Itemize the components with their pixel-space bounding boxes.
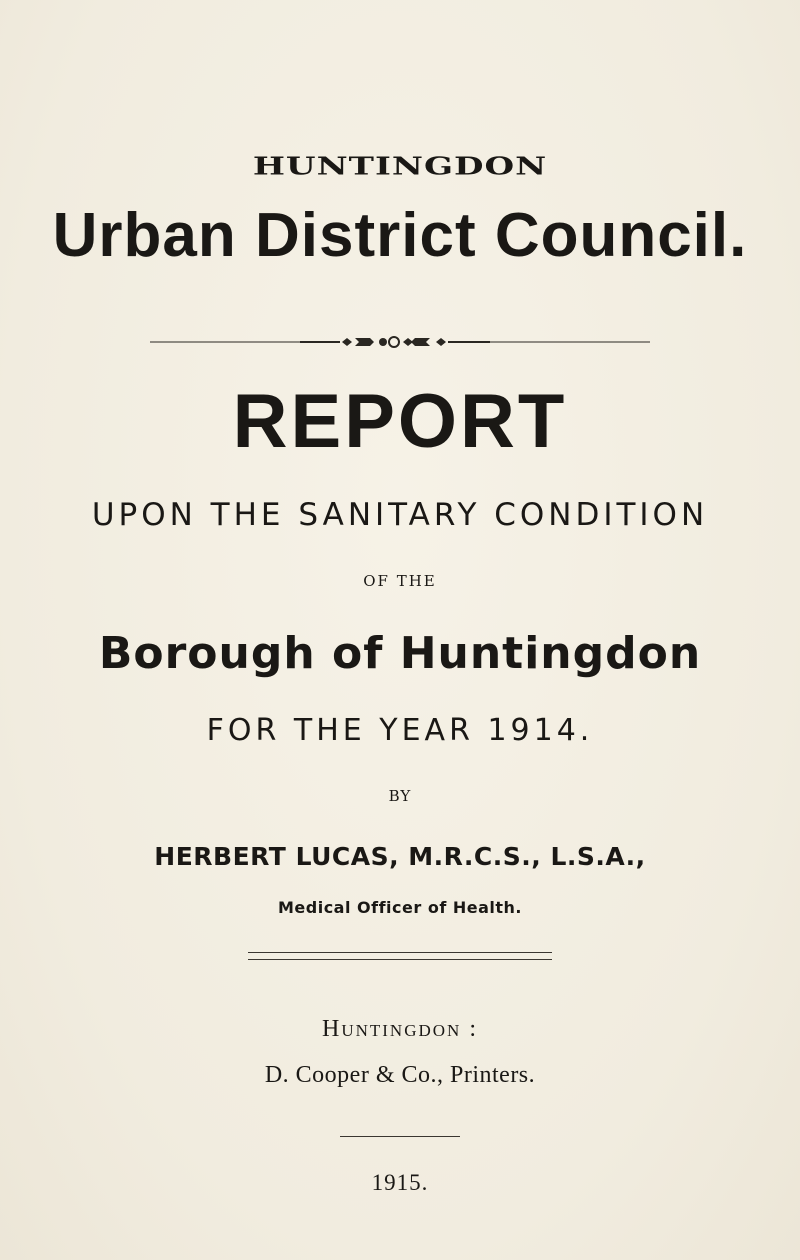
town-heading: HUNTINGDON bbox=[252, 152, 548, 181]
year-line: FOR THE YEAR 1914. bbox=[206, 713, 594, 748]
borough-heading: Borough of Huntingdon bbox=[98, 628, 702, 679]
subject-line: UPON THE SANITARY CONDITION bbox=[91, 497, 709, 533]
connector-line: OF THE bbox=[363, 572, 437, 590]
double-rule-divider bbox=[248, 952, 552, 960]
short-rule-divider bbox=[340, 1136, 460, 1137]
imprint-place: Huntingdon : bbox=[322, 1016, 478, 1042]
report-heading: REPORT bbox=[232, 379, 568, 464]
author-name: HERBERT LUCAS, M.R.C.S., L.S.A., bbox=[154, 842, 646, 871]
author-role: Medical Officer of Health. bbox=[277, 898, 522, 917]
by-line: BY bbox=[388, 787, 412, 805]
council-heading: Urban District Council. bbox=[52, 201, 748, 270]
ornamental-rule-icon bbox=[150, 332, 650, 352]
imprint-printer: D. Cooper & Co., Printers. bbox=[264, 1062, 536, 1088]
imprint-year: 1915. bbox=[371, 1170, 429, 1195]
